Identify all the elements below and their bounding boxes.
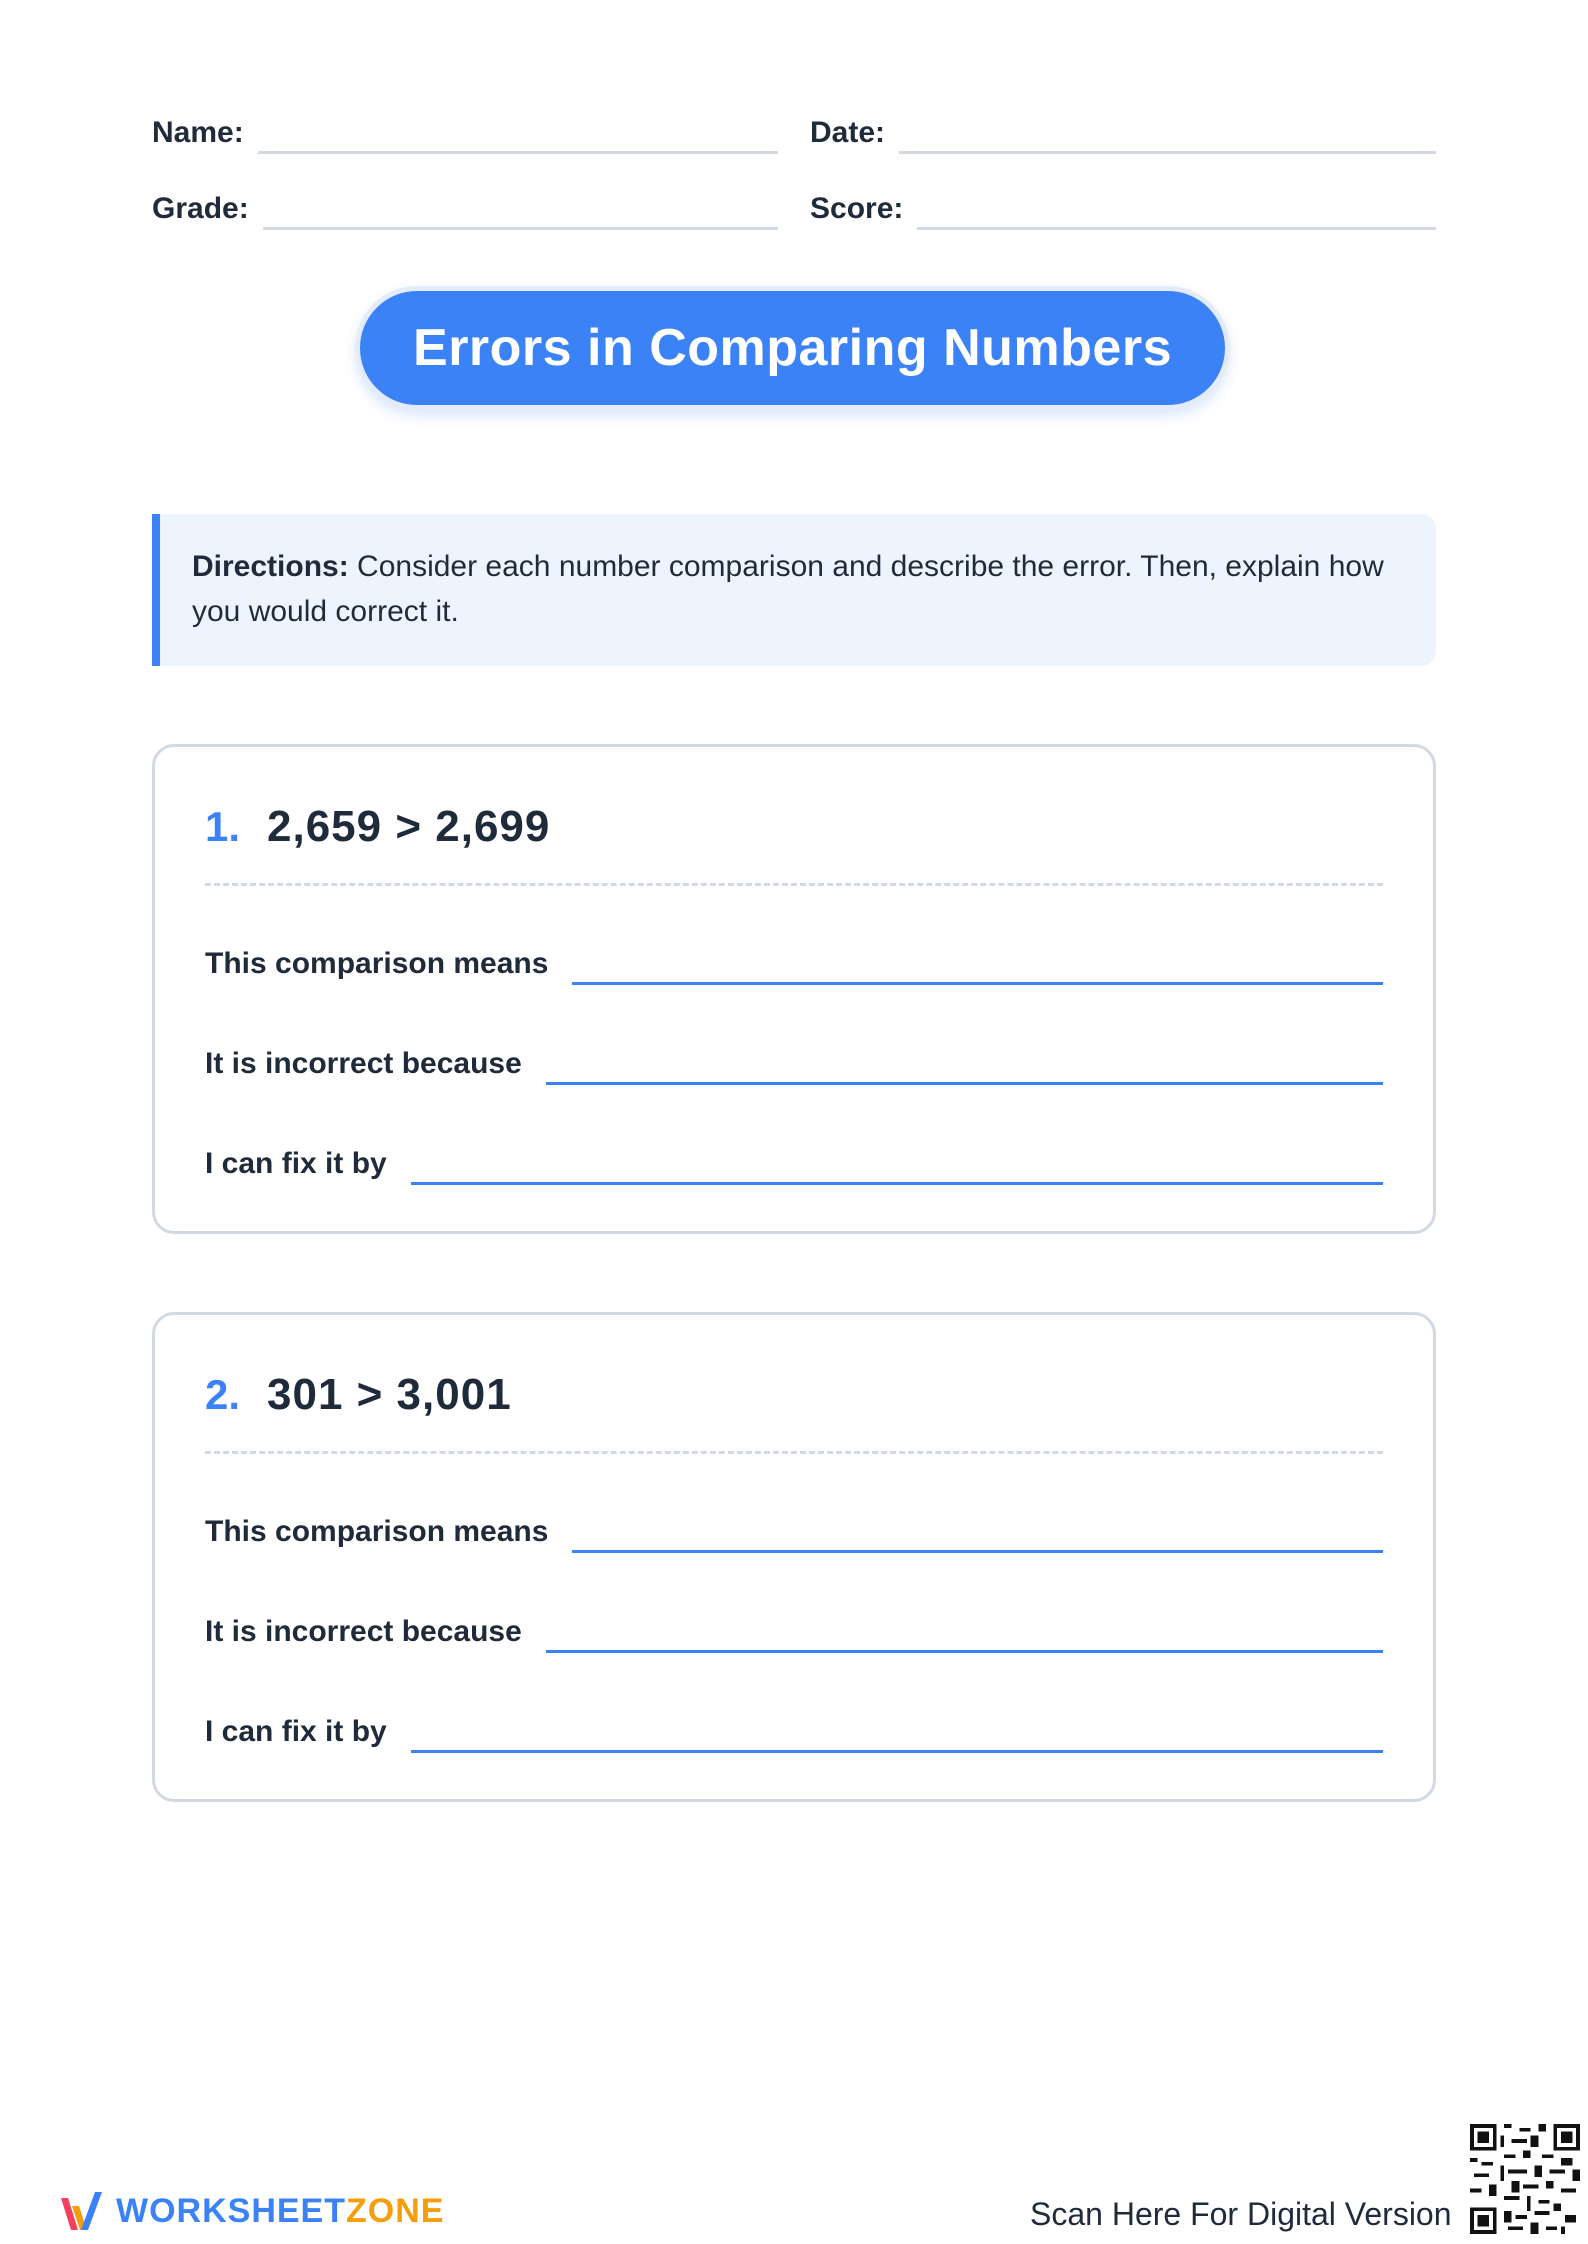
brand-name <box>116 2192 444 2231</box>
grade-input-line[interactable] <box>263 197 778 230</box>
date-field[interactable] <box>810 114 1436 154</box>
score-field[interactable] <box>810 190 1436 230</box>
worksheet-title-banner <box>355 286 1230 410</box>
grade-field[interactable] <box>152 190 778 230</box>
answer-prompt: This comparison means <box>205 947 549 980</box>
question-header <box>205 797 550 857</box>
scan-instruction: Scan Here For Digital Version <box>1030 2196 1452 2232</box>
directions-text: Consider each number comparison and describe the error. Then, explain how you would correct it. <box>192 550 1384 628</box>
brand-logo[interactable] <box>58 2186 444 2236</box>
header-row-1 <box>152 114 1436 154</box>
answer-line[interactable] <box>572 1520 1383 1553</box>
name-field[interactable] <box>152 114 778 154</box>
answer-line[interactable] <box>546 1052 1383 1085</box>
directions-label: Directions: <box>192 550 349 583</box>
answer-row-reason[interactable] <box>205 1609 1383 1653</box>
question-expression: 2,659 > 2,699 <box>267 802 551 851</box>
score-label: Score: <box>810 192 904 225</box>
header-row-2 <box>152 190 1436 230</box>
brand-part-1: WORKSHEET <box>116 2191 346 2230</box>
question-header <box>205 1365 512 1425</box>
answer-prompt: It is incorrect because <box>205 1047 522 1080</box>
name-label: Name: <box>152 116 244 149</box>
date-label: Date: <box>810 116 886 149</box>
directions-box <box>152 514 1436 666</box>
answer-prompt: It is incorrect because <box>205 1615 522 1648</box>
answer-line[interactable] <box>572 952 1383 985</box>
answer-row-meaning[interactable] <box>205 941 1383 985</box>
brand-part-2: ZONE <box>346 2191 445 2230</box>
dashed-divider <box>205 883 1383 886</box>
worksheetzone-logo-icon <box>58 2186 104 2236</box>
worksheet-title: Errors in Comparing Numbers <box>413 319 1172 377</box>
date-input-line[interactable] <box>899 121 1436 154</box>
question-number: 1. <box>205 803 241 850</box>
answer-row-fix[interactable] <box>205 1709 1383 1753</box>
answer-prompt: I can fix it by <box>205 1715 387 1748</box>
answer-line[interactable] <box>411 1152 1383 1185</box>
answer-line[interactable] <box>411 1720 1383 1753</box>
question-card-2 <box>152 1312 1436 1802</box>
grade-label: Grade: <box>152 192 249 225</box>
question-card-1 <box>152 744 1436 1234</box>
dashed-divider <box>205 1451 1383 1454</box>
question-expression: 301 > 3,001 <box>267 1370 512 1419</box>
qr-code-icon[interactable] <box>1470 2124 1580 2234</box>
answer-row-meaning[interactable] <box>205 1509 1383 1553</box>
answer-prompt: I can fix it by <box>205 1147 387 1180</box>
answer-row-fix[interactable] <box>205 1141 1383 1185</box>
name-input-line[interactable] <box>258 121 778 154</box>
answer-line[interactable] <box>546 1620 1383 1653</box>
answer-prompt: This comparison means <box>205 1515 549 1548</box>
answer-row-reason[interactable] <box>205 1041 1383 1085</box>
score-input-line[interactable] <box>917 197 1436 230</box>
question-number: 2. <box>205 1371 241 1418</box>
